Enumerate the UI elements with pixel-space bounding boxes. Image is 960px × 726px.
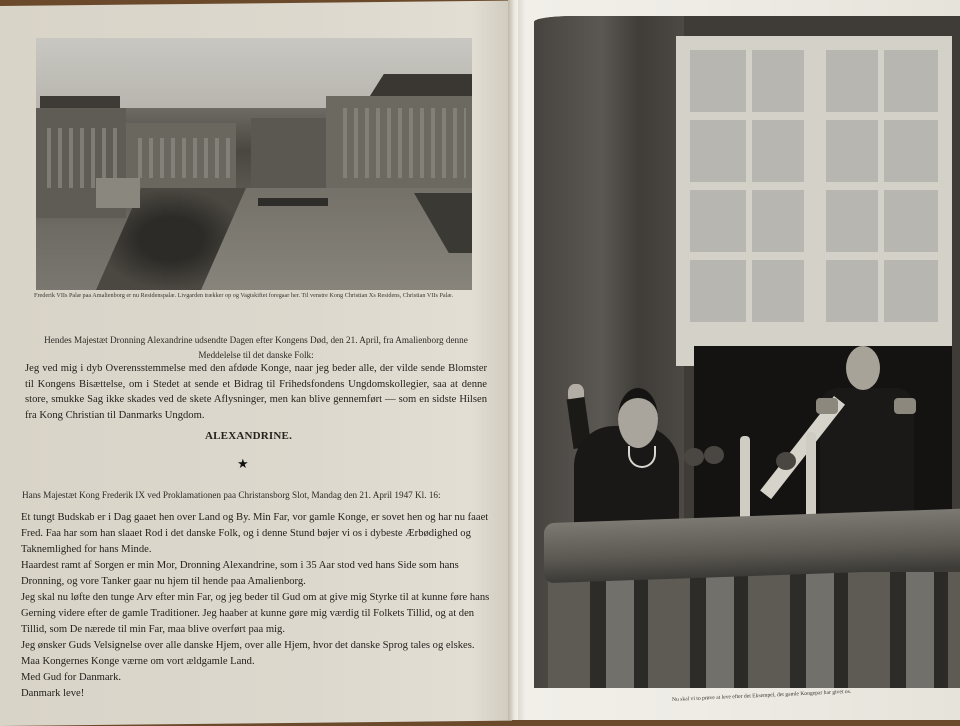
speech-paragraph: Jeg ønsker Guds Velsignelse over alle danske Hjem, over alle Hjem, hvor det danske Sprog tales og elskes. Maa Kongernes Konge værne om vort ældgamle Land. — [21, 640, 475, 667]
announcement-intro: Hendes Majestæt Dronning Alexandrine udsendte Dagen efter Kongens Død, den 21. April, fra Amalienborg denne Meddelelse til det danske Folk: — [44, 335, 468, 360]
speech-paragraph: Med Gud for Danmark. — [21, 672, 122, 683]
announcement-body: Jeg ved mig i dyb Overensstemmelse med den afdøde Konge, naar jeg beder alle, der vilde sende Blomster til Kongens Bisættelse, om i Stedet at sende et Bidrag til Frihedsfondens Ungdomskollegier, saa at denne store, smukke Sag ikke skades ved de skete Aflysninger, men kan blive gennemført — som en sidste Hilsen fra Kong Christian til Danmarks Ungdom. — [25, 363, 487, 421]
speech-paragraph: Haardest ramt af Sorgen er min Mor, Dronning Alexandrine, som i 35 Aar stod ved hans Side som hans Dronning, og vore Tanker gaar nu hjem til hende paa Amalienborg. — [21, 560, 459, 587]
proclamation-heading: Hans Majestæt Kong Frederik IX ved Proklamationen paa Christansborg Slot, Mandag den 21. April 1947 Kl. 16: — [22, 490, 441, 500]
guard-parade — [258, 198, 328, 206]
microphone — [704, 446, 724, 464]
microphone — [776, 452, 796, 470]
microphone-stand — [806, 432, 816, 522]
speech-paragraph: Et tungt Budskab er i Dag gaaet hen over Land og By. Min Far, vor gamle Konge, er sovet hen og har nu faaet Fred. Faa har som han slaaet Rod i det danske Folk, og i denne Stund bøjer vi os i dybeste Ærbødighed og Taknemlighed for hans Minde. — [21, 512, 489, 555]
star-icon: ★ — [237, 456, 249, 471]
microphone-stand — [740, 436, 750, 526]
proclamation-speech — [21, 510, 491, 702]
book-gutter — [508, 0, 518, 720]
signature: ALEXANDRINE. — [205, 430, 293, 442]
photo-caption-right: Nu skal vi to prøve at leve efter det Eksempel, det gamle Kongepar har givet os. — [671, 688, 852, 703]
equestrian-statue — [96, 178, 140, 208]
balcony-photo — [534, 16, 960, 688]
window — [676, 36, 952, 366]
amalienborg-photo — [36, 38, 472, 290]
balustrade — [548, 572, 960, 688]
microphone — [684, 448, 704, 466]
photo-caption: Frederik VIIs Palæ paa Amalienborg er nu Residenspalæ. Livgarden trækker op og Vagtskiftet foregaar her. Til venstre Kong Christian Xs Residens, Christian VIIs Palæ. — [34, 292, 454, 299]
speech-paragraph: Danmark leve! — [21, 688, 85, 699]
speech-paragraph: Jeg skal nu løfte den tunge Arv efter min Far, og jeg beder til Gud om at give mig Styrke til at kunne føre hans Gerning videre efter de gamle Traditioner. Jeg haaber at kunne gøre mig værdig til Folkets Tillid, og at den Tillid, som De nærede til min Far, maa blive overført paa mig. — [21, 592, 490, 635]
